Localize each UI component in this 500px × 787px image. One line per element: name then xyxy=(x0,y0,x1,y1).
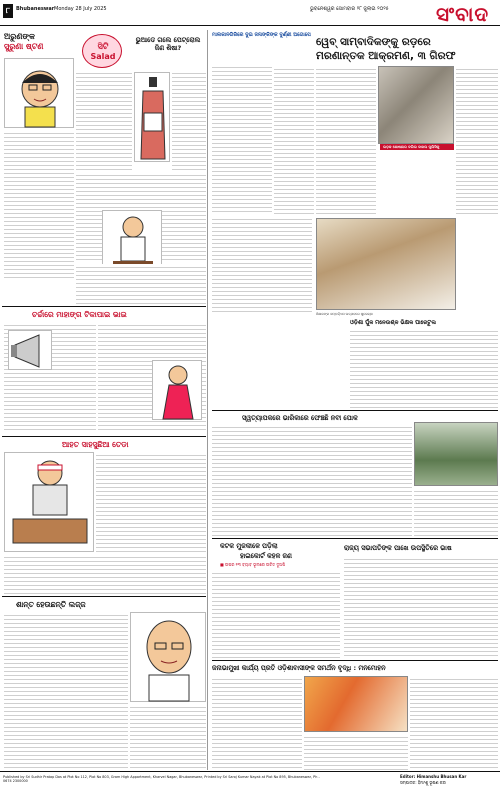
section-3-text-b xyxy=(4,554,206,594)
divider xyxy=(212,660,498,661)
cartoon-lady xyxy=(152,360,202,420)
story3-photo xyxy=(414,422,498,486)
section-4-text-b xyxy=(130,704,206,768)
story4-sub: ■ ଉପର ୧୩ ବ୍ୟାବ ଭୂଲରେ ଉଚିତ ଦୁଅଷି xyxy=(220,562,286,567)
cartoon-man-face xyxy=(4,58,74,128)
divider xyxy=(2,436,206,437)
story2-headline: ଓଡ଼ିଶା ପୁଁଳ ମନେଉଶ୍ଳ ଭିକ୍ଷକ ପାରେଟୁଲ xyxy=(350,320,436,326)
lead-headline-2: ମରଣାନ୍ତକ ଆକ୍ରମଣ, ୩ ଗିରଫ xyxy=(316,50,456,62)
story4-headline: ହାଇକୋର୍ଟ କହଳ ଜଣ xyxy=(240,552,292,560)
section-4-text xyxy=(4,612,128,768)
divider xyxy=(2,306,206,307)
divider xyxy=(212,410,498,411)
story2-photo-caption: ଶିକ୍ଷକଙ୍କ ସମ୍ବର୍ଦ୍ଧନା ଉତ୍ସବରେ ଶୁଭେଚ୍ଛା xyxy=(316,312,373,316)
footer-editor-odia: ସମ୍ପାଦକ: ହିମାଂଶୁ ଭୂଷଣ କର xyxy=(400,780,446,785)
lead-text-col-4 xyxy=(456,66,498,214)
story6-text-a xyxy=(212,676,302,770)
salad-text-block-5 xyxy=(76,264,206,304)
section-3-text-a xyxy=(96,452,206,552)
salad-title: ସିଟି Salad xyxy=(90,42,116,61)
lead-text-col-3 xyxy=(316,66,376,214)
lead-photo xyxy=(378,66,454,144)
lead-text-col-5 xyxy=(212,216,312,314)
date-english: Monday 28 July 2025 xyxy=(54,6,107,12)
salad-text-block-1 xyxy=(76,70,132,170)
newspaper-logo: ସଂବାଦ xyxy=(436,2,490,26)
page-number: ୮ xyxy=(5,6,11,15)
cartoon-bald-man xyxy=(130,612,206,702)
cartoon-sitting-man xyxy=(102,210,162,270)
cartoon-bottle xyxy=(134,72,170,162)
footer-editor: Editor: Himanshu Bhusan Kar xyxy=(400,774,467,779)
date-odia: ଭୁବନେଶ୍ୱର ସୋମବାର ୨୮ ଜୁଲାଇ ୨୦୨୫ xyxy=(310,6,389,12)
story5-headline: ରାଜ୍ୟ ସଭାପତିଙ୍କ ପାଖେ ଉପସ୍ଥିତିରେ ଭାଷ xyxy=(344,544,452,552)
story4-kicker: କଟକ ମୁଜକୀଳେ ପଡ଼ିଲା xyxy=(220,542,278,550)
story6-text-b xyxy=(304,734,408,770)
story2-text xyxy=(350,328,498,408)
left-column xyxy=(2,30,208,770)
lead-text-col-1 xyxy=(212,64,272,214)
section-3-title: ଆହତ ସାହସୁଛିଆ ତେଡା xyxy=(62,440,129,449)
footer xyxy=(0,771,500,787)
story2-photo xyxy=(316,218,456,310)
masthead xyxy=(0,0,500,26)
section-2-title: ଚର୍ଚ୍ଚାରେ ମାହାଙ୍ଗ ଟିକାପାଇ ଭାଇ xyxy=(32,310,127,319)
story6-photo xyxy=(304,676,408,732)
salad-text-block-2 xyxy=(172,70,206,170)
section-4-title: ଶାନ୍ତ ହେଉଛନ୍ତି ଲଜ୍ଜ xyxy=(16,600,86,609)
story3-text xyxy=(212,424,412,536)
lead-headline-1: ୱେବ୍ ସାମ୍ବାଦିକଙ୍କୁ ରଡ଼ରେ xyxy=(316,36,431,48)
lead-photo-caption: ଲଡ଼କ ଶୋଷଣାର ଦଲିଲ ଦାଖଲ ପୁଲିସିକୁ xyxy=(380,144,454,150)
lead-text-col-2 xyxy=(274,66,314,214)
salad-speech: ଭୁଆଡେ ଗଲେ ପେଟ୍ରୋଲ ଜିଣ ଶିଷା? xyxy=(135,36,201,53)
left-kicker: ଅରୁଣଙ୍କ xyxy=(4,32,35,41)
story6-text-c xyxy=(410,676,498,770)
left-kicker-2: ସୁରୁଣା ଷ୍ଟଣ xyxy=(4,42,44,51)
footer-imprint: Published by Sri Sudhir Pratap Das at Plot No 112, Plot No 803, Gram High Appartment, Kharvel Nagar, Bhubaneswar, Printed by Sri Saroj Kumar Nayak at Plot No 895, Bhubaneswar, Ph - 0674 2300000 xyxy=(3,775,320,784)
story5-text xyxy=(344,556,498,658)
lead-kicker: ମାଲକାନଗିରିରେ ଦୁଇ ଜନାଙ୍କିଙ୍କ ଦୁର୍ଣ୍ଣୀ ଅଗୋପେ xyxy=(212,32,311,38)
story3-headline: ସ୍ୱତ୍ୟାପକରେ ଭାରିକାରେ ଫେଞ୍ଚଛି ନବୀ ପୋକ xyxy=(242,414,358,422)
edition-label: Bhubaneswar xyxy=(16,6,55,12)
story4-text xyxy=(212,570,340,658)
right-area xyxy=(212,30,498,770)
divider xyxy=(212,538,498,539)
divider xyxy=(2,596,206,597)
salad-text-block-3 xyxy=(4,130,74,280)
story6-headline: ଜନାଭାମୁଖୀ କାର୍ଯ୍ୟ ପ୍ରତି ଓଡ଼ିଶାବାସୀଙ୍କ ସମର୍ଥନ ବୃଦ୍ଧି : ମନମୋହନ xyxy=(212,664,386,672)
story3-text-b xyxy=(414,488,498,536)
cartoon-injured-man xyxy=(4,452,94,552)
cartoon-megaphone xyxy=(8,330,52,370)
